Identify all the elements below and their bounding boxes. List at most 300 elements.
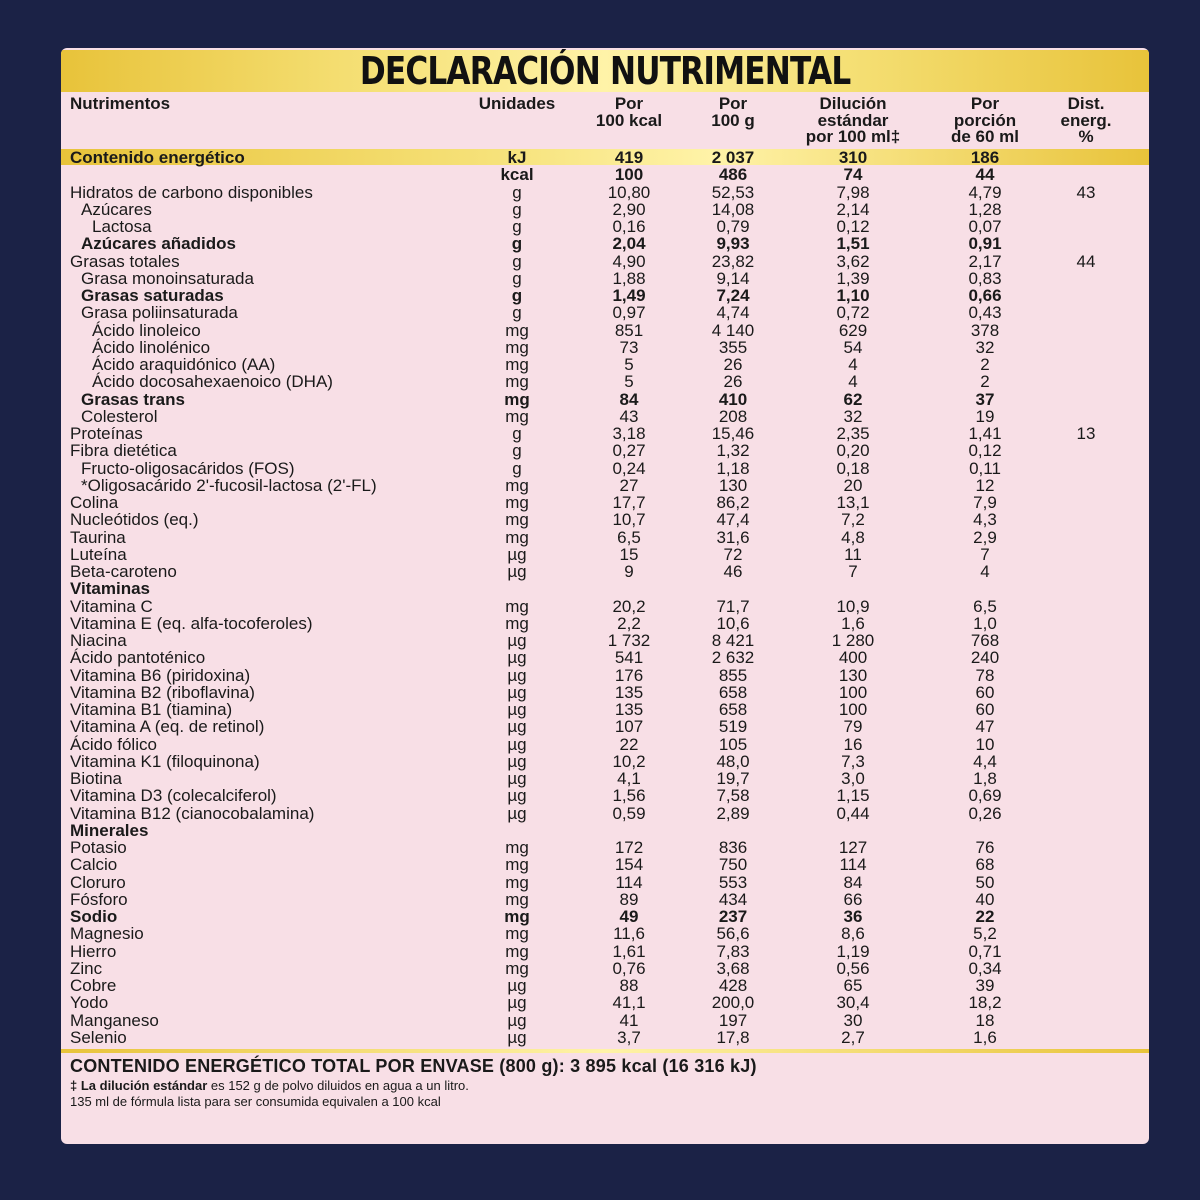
value-dilution: 54 [843, 337, 863, 357]
value-portion: 50 [975, 872, 995, 892]
title-bar [61, 50, 1149, 92]
nutrient-unit: g [512, 268, 522, 288]
value-dilution: 10,9 [836, 596, 870, 616]
value-per-100g: 26 [723, 355, 743, 374]
nutrient-name: Grasas saturadas [81, 286, 224, 305]
nutrient-unit: mg [505, 596, 529, 616]
value-portion: 240 [970, 648, 1000, 668]
value-portion: 0,26 [968, 803, 1002, 823]
value-portion: 0,71 [968, 941, 1002, 961]
value-per-100g: 71,7 [716, 596, 750, 616]
value-dilution: 0,44 [836, 803, 870, 823]
value-per-100kcal: 419 [614, 148, 644, 167]
nutrient-name: Sodio [70, 907, 118, 926]
nutrient-unit: mg [505, 613, 529, 633]
table-row [61, 736, 1149, 753]
value-per-100g: 855 [718, 665, 748, 685]
table-row [61, 632, 1149, 649]
value-portion: 18 [975, 1010, 995, 1030]
table-row [61, 805, 1149, 822]
value-dilution: 2,35 [836, 424, 870, 443]
table-row [61, 874, 1149, 891]
value-portion: 18,2 [968, 993, 1002, 1013]
nutrient-unit: µg [507, 700, 527, 719]
value-portion: 2 [980, 355, 990, 374]
nutrient-name: Taurina [70, 527, 126, 547]
value-per-100kcal: 154 [614, 855, 644, 875]
table-row [61, 856, 1149, 873]
value-per-100kcal: 3,7 [617, 1027, 641, 1047]
nutrient-unit: µg [507, 665, 527, 685]
value-energy-dist: 43 [1076, 182, 1096, 202]
nutrient-name: Ácido fólico [70, 734, 157, 754]
value-portion: 4 [980, 562, 990, 581]
value-portion: 1,0 [973, 613, 997, 633]
nutrient-unit: µg [507, 631, 527, 650]
value-portion: 0,69 [968, 786, 1002, 806]
nutrient-unit: g [512, 199, 522, 219]
value-per-100kcal: 27 [619, 475, 639, 495]
value-per-100kcal: 41,1 [612, 993, 646, 1013]
value-per-100g: 4,74 [716, 303, 750, 323]
label-title: DECLARACIÓN NUTRIMENTAL [359, 49, 851, 93]
value-per-100g: 15,46 [711, 424, 755, 443]
table-row [61, 201, 1149, 218]
table-row [61, 356, 1149, 373]
value-per-100kcal: 88 [619, 976, 639, 995]
nutrient-unit: mg [505, 889, 529, 909]
table-row [61, 1012, 1149, 1029]
value-per-100g: 750 [718, 855, 748, 875]
value-portion: 0,07 [968, 217, 1002, 236]
nutrient-name: Fructo-oligosacáridos (FOS) [81, 458, 295, 478]
value-per-100g: 208 [718, 406, 748, 426]
table-row [61, 787, 1149, 804]
value-per-100g: 1,18 [716, 458, 750, 478]
value-portion: 0,43 [968, 303, 1002, 323]
value-per-100g: 86,2 [716, 493, 750, 512]
value-per-100kcal: 15 [619, 544, 639, 564]
value-portion: 44 [975, 165, 995, 185]
value-per-100g: 2 632 [711, 648, 755, 668]
nutrient-unit: µg [507, 648, 527, 668]
value-dilution: 79 [843, 717, 863, 737]
nutrient-unit: µg [507, 682, 527, 702]
value-per-100kcal: 541 [614, 648, 644, 668]
value-dilution: 30,4 [836, 993, 870, 1013]
table-row [61, 977, 1149, 994]
nutrient-unit: g [512, 441, 522, 461]
nutrient-name: Colina [70, 493, 119, 512]
value-portion: 2 [980, 372, 990, 392]
table-row [61, 253, 1149, 270]
nutrient-unit: mg [505, 475, 529, 495]
value-per-100kcal: 0,16 [612, 217, 646, 236]
nutrient-unit: mg [505, 855, 529, 875]
value-portion: 32 [975, 337, 995, 357]
section-heading [61, 822, 1149, 839]
value-per-100kcal: 73 [619, 337, 639, 357]
value-dilution: 4 [848, 355, 858, 374]
value-per-100kcal: 1,56 [612, 786, 646, 806]
table-row [61, 322, 1149, 339]
value-dilution: 0,72 [836, 303, 870, 323]
nutrient-name: Beta-caroteno [70, 562, 177, 581]
nutrient-unit: mg [505, 941, 529, 961]
table-row [61, 701, 1149, 718]
value-dilution: 130 [838, 665, 868, 685]
value-per-100g: 23,82 [711, 251, 755, 271]
value-dilution: 11 [844, 544, 862, 564]
footer-total-energy: CONTENIDO ENERGÉTICO TOTAL POR ENVASE (800 g): 3 895 kcal (16 316 kJ) [70, 1056, 757, 1076]
value-per-100g: 46 [723, 562, 743, 581]
nutrient-unit: mg [505, 493, 529, 512]
value-dilution: 84 [843, 872, 863, 892]
table-row [61, 908, 1149, 925]
value-portion: 0,83 [968, 268, 1002, 288]
value-per-100g: 3,68 [716, 958, 750, 978]
value-dilution: 13,1 [836, 493, 870, 512]
value-energy-dist: 13 [1076, 424, 1096, 443]
value-per-100kcal: 172 [614, 838, 644, 857]
value-dilution: 0,20 [836, 441, 870, 461]
value-per-100kcal: 1 732 [607, 631, 651, 650]
value-per-100kcal: 3,18 [612, 424, 646, 443]
table-row [61, 304, 1149, 321]
value-per-100kcal: 135 [614, 682, 644, 702]
value-per-100g: 52,53 [711, 182, 755, 202]
value-per-100kcal: 0,97 [612, 303, 646, 323]
header-unidades: Unidades [478, 94, 556, 113]
value-per-100kcal: 176 [614, 665, 644, 685]
nutrient-name: Biotina [70, 769, 122, 788]
nutrient-unit: mg [505, 838, 529, 857]
value-portion: 4,3 [973, 510, 997, 530]
value-portion: 0,12 [968, 441, 1002, 461]
footer-note-dilution [70, 1078, 469, 1093]
nutrient-unit: mg [505, 337, 529, 357]
nutrient-name: Vitamina B1 (tiamina) [70, 700, 233, 719]
value-per-100kcal: 107 [614, 717, 644, 737]
value-dilution: 74 [843, 165, 863, 185]
value-dilution: 114 [839, 855, 867, 875]
value-per-100kcal: 84 [619, 389, 639, 409]
value-per-100g: 658 [718, 700, 748, 719]
nutrient-unit: mg [505, 924, 529, 944]
value-dilution: 1,19 [836, 941, 870, 961]
value-dilution: 1,6 [841, 613, 865, 633]
table-row [61, 442, 1149, 459]
nutrient-unit: µg [507, 562, 527, 581]
header-nutrimentos: Nutrimentos [70, 94, 171, 113]
value-portion: 78 [975, 665, 995, 685]
value-per-100kcal: 11,6 [613, 924, 645, 944]
value-dilution: 1,39 [836, 268, 870, 288]
value-dilution: 0,56 [836, 958, 870, 978]
table-row [61, 511, 1149, 528]
nutrient-name: Cloruro [70, 872, 126, 892]
nutrient-unit: mg [505, 355, 529, 374]
nutrient-unit: mg [505, 527, 529, 547]
value-per-100g: 836 [718, 838, 748, 857]
nutrient-name: Contenido energético [70, 148, 245, 167]
nutrient-unit: g [512, 424, 522, 443]
nutrient-name: Azúcares añadidos [81, 234, 236, 254]
value-per-100g: 237 [718, 907, 748, 926]
value-per-100g: 519 [718, 717, 748, 737]
nutrient-name: Fósforo [70, 889, 128, 909]
value-dilution: 2,7 [841, 1027, 865, 1047]
nutrient-name: Grasa poliinsaturada [81, 303, 238, 323]
nutrient-unit: µg [507, 734, 527, 754]
table-row [61, 1029, 1149, 1046]
value-per-100g: 72 [723, 544, 743, 564]
nutrient-name: Vitamina K1 (filoquinona) [70, 751, 260, 771]
nutrient-name: Vitamina E (eq. alfa-tocoferoles) [70, 613, 313, 633]
nutrient-name: Grasa monoinsaturada [81, 268, 254, 288]
value-per-100kcal: 6,5 [617, 527, 641, 547]
value-per-100g: 200,0 [711, 993, 755, 1013]
value-per-100kcal: 49 [619, 907, 639, 926]
value-dilution: 66 [843, 889, 863, 909]
nutrient-unit: µg [507, 544, 527, 564]
value-dilution: 1,15 [836, 786, 870, 806]
table-row [61, 218, 1149, 235]
value-dilution: 65 [843, 976, 863, 995]
footer-note-dilution-rest: es 152 g de polvo diluidos en agua a un litro. [207, 1078, 469, 1093]
nutrient-unit: µg [507, 976, 527, 995]
nutrient-name: Ácido araquidónico (AA) [92, 355, 276, 374]
nutrient-unit: µg [507, 803, 527, 823]
header-por-100g: Por 100 g [711, 94, 755, 130]
value-dilution: 36 [843, 907, 863, 926]
value-per-100g: 26 [723, 372, 743, 392]
value-per-100kcal: 20,2 [612, 596, 646, 616]
value-per-100g: 9,93 [716, 234, 750, 254]
nutrient-name: Vitamina B2 (riboflavina) [70, 682, 255, 702]
table-row [61, 770, 1149, 787]
nutrient-unit: g [511, 234, 523, 254]
value-portion: 60 [975, 700, 995, 719]
nutrient-name: Luteína [70, 544, 127, 564]
value-portion: 40 [975, 889, 995, 909]
value-dilution: 20 [843, 475, 863, 495]
value-per-100g: 434 [718, 889, 748, 909]
value-per-100g: 105 [718, 734, 748, 754]
nutrient-name: Colesterol [81, 406, 158, 426]
value-per-100kcal: 2,90 [612, 199, 646, 219]
table-row [61, 994, 1149, 1011]
nutrient-name: Azúcares [81, 199, 152, 219]
value-per-100kcal: 4,1 [617, 769, 641, 788]
value-per-100g: 4 140 [711, 320, 755, 340]
value-dilution: 30 [843, 1010, 863, 1030]
value-per-100g: 7,83 [716, 941, 750, 961]
value-per-100g: 14,08 [711, 199, 755, 219]
nutrient-unit: kJ [507, 148, 527, 167]
value-per-100g: 428 [718, 976, 748, 995]
value-portion: 2,9 [973, 527, 997, 547]
nutrient-unit: g [512, 303, 522, 323]
value-portion: 4,4 [973, 751, 997, 771]
nutrient-name: *Oligosacárido 2'-fucosil-lactosa (2'-FL) [81, 475, 377, 495]
nutrient-name: Vitaminas [70, 579, 151, 599]
value-dilution: 32 [843, 406, 863, 426]
value-dilution: 1,51 [836, 234, 870, 254]
value-per-100kcal: 17,7 [612, 493, 646, 512]
nutrient-unit: mg [505, 406, 529, 426]
value-per-100g: 553 [718, 872, 748, 892]
value-per-100kcal: 0,76 [612, 958, 646, 978]
footer-divider [61, 1049, 1149, 1053]
table-row [61, 287, 1149, 304]
table-row [61, 235, 1149, 252]
value-portion: 6,5 [973, 596, 997, 616]
value-dilution: 16 [843, 734, 863, 754]
value-per-100g: 130 [718, 475, 748, 495]
nutrient-name: Ácido linoleico [92, 320, 201, 340]
value-per-100g: 19,7 [716, 769, 750, 788]
value-dilution: 1 280 [831, 631, 875, 650]
value-per-100g: 7,24 [716, 286, 750, 305]
value-per-100g: 8 421 [711, 631, 755, 650]
table-row [61, 184, 1149, 201]
table-row [61, 649, 1149, 666]
nutrient-name: Cobre [70, 976, 117, 995]
nutrient-name: Grasas totales [70, 251, 180, 271]
nutrient-unit: mg [505, 958, 529, 978]
value-per-100kcal: 43 [619, 406, 639, 426]
value-portion: 60 [975, 682, 995, 702]
value-per-100g: 56,6 [716, 924, 750, 944]
value-per-100kcal: 10,7 [612, 510, 646, 530]
table-row [61, 667, 1149, 684]
value-portion: 10 [975, 734, 995, 754]
value-portion: 2,17 [968, 251, 1002, 271]
value-portion: 22 [975, 907, 995, 926]
table-row [61, 494, 1149, 511]
nutrient-name: Vitamina C [70, 596, 153, 616]
table-row [61, 546, 1149, 563]
table-row [61, 684, 1149, 701]
value-per-100g: 2 037 [711, 148, 755, 167]
nutrient-name: Grasas trans [81, 389, 185, 409]
value-per-100g: 10,6 [716, 613, 750, 633]
table-row [61, 166, 1149, 183]
table-row [61, 960, 1149, 977]
nutrition-label [61, 48, 1149, 1144]
value-portion: 0,11 [969, 458, 1001, 478]
value-per-100kcal: 41 [619, 1010, 639, 1030]
table-row [61, 943, 1149, 960]
value-per-100kcal: 5 [624, 355, 634, 374]
value-dilution: 310 [838, 148, 868, 167]
nutrient-name: Hidratos de carbono disponibles [70, 182, 313, 202]
value-portion: 4,79 [968, 182, 1002, 202]
table-row [61, 529, 1149, 546]
table-row [61, 270, 1149, 287]
value-per-100g: 31,6 [716, 527, 750, 547]
value-dilution: 7,98 [836, 182, 870, 202]
nutrient-name: Vitamina B12 (cianocobalamina) [70, 803, 315, 823]
table-row [61, 149, 1149, 166]
nutrient-name: Proteínas [70, 424, 143, 443]
value-dilution: 0,18 [836, 458, 870, 478]
nutrient-name: Hierro [70, 941, 117, 961]
value-dilution: 4 [848, 372, 858, 392]
value-per-100g: 1,32 [716, 441, 750, 461]
nutrient-unit: g [512, 182, 522, 202]
value-portion: 0,91 [968, 234, 1002, 254]
value-dilution: 8,6 [841, 924, 865, 944]
table-row [61, 615, 1149, 632]
table-row [61, 339, 1149, 356]
header-por-100kcal: Por 100 kcal [595, 94, 663, 130]
value-per-100g: 486 [718, 165, 748, 185]
value-portion: 768 [970, 631, 1000, 650]
value-dilution: 7,2 [841, 510, 865, 530]
value-dilution: 4,8 [841, 527, 865, 547]
value-per-100kcal: 100 [614, 165, 644, 185]
value-portion: 0,34 [968, 958, 1002, 978]
table-row [61, 477, 1149, 494]
value-per-100kcal: 0,59 [612, 803, 646, 823]
nutrient-unit: g [512, 251, 522, 271]
value-portion: 37 [975, 389, 995, 409]
value-per-100kcal: 2,04 [612, 234, 646, 254]
value-per-100g: 48,0 [716, 751, 750, 771]
value-per-100kcal: 89 [619, 889, 639, 909]
value-dilution: 100 [838, 682, 868, 702]
value-dilution: 400 [838, 648, 868, 668]
value-dilution: 3,0 [841, 769, 865, 788]
nutrient-unit: µg [507, 1027, 527, 1047]
table-row [61, 598, 1149, 615]
value-per-100g: 355 [718, 337, 748, 357]
section-heading [61, 580, 1149, 597]
value-per-100kcal: 10,2 [612, 751, 646, 771]
table-row [61, 373, 1149, 390]
nutrient-name: Vitamina D3 (colecalciferol) [70, 786, 277, 806]
value-portion: 378 [970, 320, 1000, 340]
value-per-100kcal: 0,27 [612, 441, 646, 461]
value-dilution: 3,62 [836, 251, 870, 271]
value-per-100kcal: 0,24 [612, 458, 646, 478]
nutrient-name: Vitamina A (eq. de retinol) [70, 717, 265, 737]
nutrient-unit: kcal [500, 165, 534, 185]
value-portion: 39 [975, 976, 995, 995]
table-row [61, 460, 1149, 477]
value-per-100g: 658 [718, 682, 748, 702]
nutrient-unit: mg [505, 872, 529, 892]
nutrient-name: Nucleótidos (eq.) [70, 510, 199, 530]
table-row [61, 925, 1149, 942]
value-per-100g: 17,8 [716, 1027, 750, 1047]
value-dilution: 1,10 [836, 286, 870, 305]
nutrient-name: Vitamina B6 (piridoxina) [70, 665, 251, 685]
value-per-100g: 410 [718, 389, 748, 409]
value-portion: 76 [975, 838, 995, 857]
nutrient-unit: µg [507, 993, 527, 1013]
value-per-100kcal: 1,88 [612, 268, 646, 288]
value-portion: 1,28 [968, 199, 1002, 219]
nutrient-unit: mg [505, 372, 529, 392]
nutrient-name: Minerales [70, 820, 149, 840]
value-per-100kcal: 2,2 [617, 613, 641, 633]
nutrient-unit: g [511, 286, 523, 305]
table-row [61, 391, 1149, 408]
nutrient-unit: mg [505, 510, 529, 530]
